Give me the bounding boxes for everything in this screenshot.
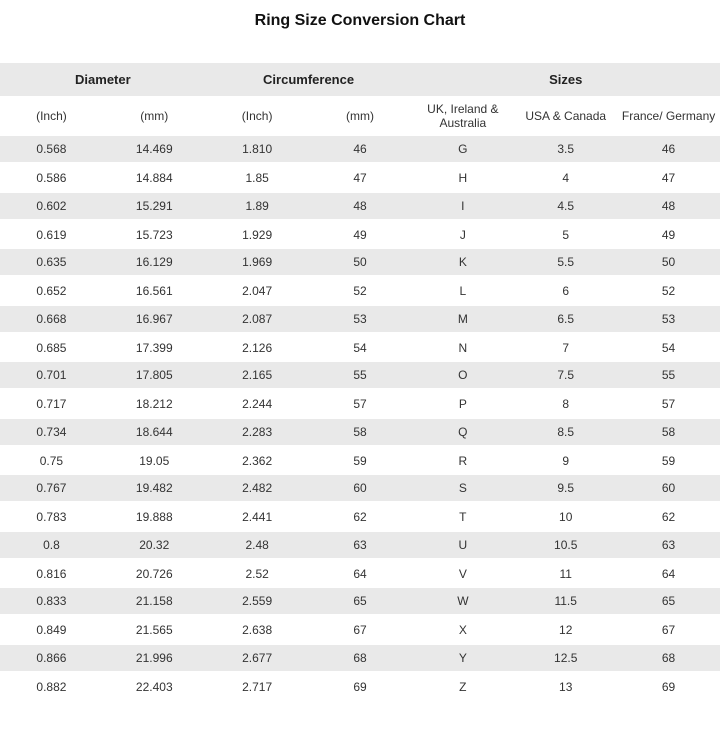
- table-cell: 3.5: [557, 142, 575, 157]
- table-cell: H: [458, 171, 468, 186]
- table-cell: 59: [661, 453, 676, 468]
- column-header-circumference-mm: (mm): [346, 109, 374, 123]
- table-cell: 19.888: [135, 510, 173, 525]
- table-cell: G: [458, 142, 468, 157]
- table-cell: 12: [559, 623, 573, 638]
- table-cell: M: [457, 311, 468, 326]
- table-cell: 1.810: [242, 142, 273, 157]
- table-cell: 9.5: [557, 481, 575, 496]
- table-cell: K: [458, 255, 467, 270]
- table-cell: 17.399: [135, 340, 173, 355]
- table-cell: 0.75: [39, 453, 64, 468]
- table-cell: 13: [559, 679, 573, 694]
- table-cell: 63: [353, 537, 367, 552]
- table-cell: 20.726: [135, 566, 173, 581]
- table-cell: X: [458, 623, 467, 638]
- ring-size-conversion-table: [0, 63, 720, 701]
- table-cell: I: [461, 198, 465, 213]
- table-cell: 47: [353, 171, 367, 186]
- table-row: [0, 136, 720, 164]
- table-row: [0, 673, 720, 701]
- table-cell: 2.283: [242, 424, 273, 439]
- table-cell: 46: [353, 142, 367, 157]
- table-cell: R: [458, 453, 468, 468]
- table-cell: 21.565: [135, 623, 173, 638]
- table-cell: 0.668: [36, 311, 67, 326]
- table-cell: 64: [353, 566, 367, 581]
- table-cell: 18.644: [135, 424, 173, 439]
- table-cell: 60: [661, 481, 676, 496]
- table-column-header-row: [0, 96, 720, 136]
- table-cell: 65: [661, 594, 676, 609]
- column-header-diameter-inch: (Inch): [36, 109, 67, 123]
- table-cell: 55: [661, 368, 676, 383]
- table-cell: 0.619: [36, 227, 67, 242]
- table-cell: 55: [353, 368, 367, 383]
- table-cell: W: [457, 594, 469, 609]
- table-cell: J: [459, 227, 466, 242]
- table-row: [0, 645, 720, 673]
- table-cell: 2.52: [245, 566, 269, 581]
- table-row: [0, 447, 720, 475]
- table-cell: 0.849: [36, 623, 67, 638]
- table-cell: 60: [353, 481, 367, 496]
- table-cell: 15.291: [135, 198, 173, 213]
- table-cell: 0.701: [36, 368, 67, 383]
- table-cell: 2.047: [242, 284, 273, 299]
- table-row: [0, 560, 720, 588]
- table-row: [0, 503, 720, 531]
- table-cell: 10: [559, 510, 573, 525]
- table-cell: 2.559: [242, 594, 273, 609]
- table-cell: 2.126: [242, 340, 273, 355]
- table-cell: 0.783: [36, 510, 67, 525]
- table-cell: 16.129: [135, 255, 173, 270]
- table-cell: 64: [661, 566, 676, 581]
- table-cell: 59: [353, 453, 367, 468]
- table-cell: 1.969: [242, 255, 273, 270]
- table-row: [0, 588, 720, 616]
- table-cell: 52: [353, 284, 367, 299]
- table-cell: 22.403: [135, 679, 173, 694]
- table-cell: 1.929: [242, 227, 273, 242]
- table-cell: 14.884: [135, 171, 173, 186]
- table-cell: 1.89: [245, 198, 269, 213]
- column-header-france-germany: France/ Germany: [621, 109, 716, 123]
- table-cell: 2.48: [245, 537, 269, 552]
- table-cell: 68: [353, 650, 367, 665]
- table-cell: 0.882: [36, 679, 67, 694]
- table-cell: 68: [661, 650, 676, 665]
- table-cell: 8: [562, 397, 570, 412]
- table-cell: 1.85: [245, 171, 269, 186]
- table-cell: 52: [661, 284, 676, 299]
- table-cell: 65: [353, 594, 367, 609]
- table-cell: 67: [353, 623, 367, 638]
- table-cell: 16.967: [135, 311, 173, 326]
- table-row: [0, 221, 720, 249]
- table-cell: U: [458, 537, 468, 552]
- table-cell: 49: [661, 227, 676, 242]
- table-cell: 10.5: [554, 537, 578, 552]
- table-cell: 16.561: [135, 284, 173, 299]
- table-cell: 0.635: [36, 255, 67, 270]
- table-body: [0, 136, 720, 701]
- table-cell: T: [459, 510, 467, 525]
- table-cell: 49: [353, 227, 367, 242]
- table-row: [0, 475, 720, 503]
- table-cell: 58: [661, 424, 676, 439]
- table-row: [0, 193, 720, 221]
- table-cell: 57: [353, 397, 367, 412]
- table-cell: 11.5: [554, 594, 577, 609]
- table-row: [0, 419, 720, 447]
- table-cell: 47: [661, 171, 676, 186]
- table-cell: 48: [353, 198, 367, 213]
- table-cell: 20.32: [139, 537, 170, 552]
- column-header-diameter-mm: (mm): [140, 109, 169, 123]
- table-cell: 9: [562, 453, 570, 468]
- page-title: Ring Size Conversion Chart: [254, 12, 466, 29]
- column-header-uk-ireland-australia: UK, Ireland & Australia: [427, 102, 499, 130]
- table-cell: 0.734: [36, 424, 67, 439]
- table-cell: 69: [353, 679, 367, 694]
- table-cell: 50: [661, 255, 676, 270]
- table-cell: 63: [661, 537, 676, 552]
- table-cell: 17.805: [135, 368, 173, 383]
- table-cell: 50: [353, 255, 367, 270]
- table-cell: 7.5: [557, 368, 575, 383]
- table-cell: 0.685: [36, 340, 67, 355]
- column-header-usa-canada: USA & Canada: [525, 109, 607, 123]
- table-cell: 15.723: [135, 227, 173, 242]
- table-cell: V: [458, 566, 467, 581]
- table-row: [0, 277, 720, 305]
- table-cell: 4.5: [557, 198, 575, 213]
- table-row: [0, 616, 720, 644]
- table-cell: 2.717: [242, 679, 273, 694]
- table-cell: 7: [562, 340, 570, 355]
- table-cell: 54: [353, 340, 367, 355]
- column-header-circumference-inch: (Inch): [241, 109, 273, 123]
- table-cell: 2.165: [242, 368, 273, 383]
- table-cell: S: [458, 481, 467, 496]
- group-header-sizes: Sizes: [549, 72, 583, 87]
- table-row: [0, 362, 720, 390]
- table-cell: 67: [661, 623, 676, 638]
- table-cell: 2.638: [242, 623, 273, 638]
- table-cell: 5: [562, 227, 570, 242]
- table-cell: 0.568: [36, 142, 67, 157]
- table-row: [0, 306, 720, 334]
- table-cell: 2.244: [242, 397, 273, 412]
- table-cell: 46: [661, 142, 676, 157]
- group-header-diameter: Diameter: [75, 72, 131, 87]
- table-row: [0, 532, 720, 560]
- table-cell: 53: [661, 311, 676, 326]
- table-cell: 48: [661, 198, 676, 213]
- table-cell: Z: [459, 679, 467, 694]
- table-cell: 2.441: [242, 510, 273, 525]
- table-cell: 54: [661, 340, 676, 355]
- table-cell: Q: [458, 424, 468, 439]
- table-cell: 18.212: [135, 397, 173, 412]
- table-cell: 11: [559, 566, 572, 581]
- table-row: [0, 334, 720, 362]
- table-cell: L: [459, 284, 467, 299]
- table-cell: 14.469: [135, 142, 173, 157]
- table-cell: 2.482: [242, 481, 273, 496]
- table-cell: 6: [562, 284, 570, 299]
- table-row: [0, 164, 720, 192]
- table-cell: N: [458, 340, 468, 355]
- table-cell: 21.158: [135, 594, 173, 609]
- table-cell: 0.586: [36, 171, 67, 186]
- table-cell: 0.833: [36, 594, 67, 609]
- group-header-circumference: Circumference: [263, 72, 355, 87]
- table-cell: 2.087: [242, 311, 273, 326]
- table-cell: 19.482: [135, 481, 173, 496]
- table-cell: 62: [661, 510, 676, 525]
- table-cell: 0.866: [36, 650, 67, 665]
- table-cell: 69: [661, 679, 676, 694]
- table-cell: 0.767: [36, 481, 67, 496]
- table-row: [0, 390, 720, 418]
- table-group-header-row: [0, 63, 720, 96]
- table-cell: 58: [353, 424, 367, 439]
- table-cell: 19.05: [139, 453, 170, 468]
- table-cell: 5.5: [557, 255, 575, 270]
- table-cell: 0.602: [36, 198, 67, 213]
- table-cell: 6.5: [557, 311, 575, 326]
- table-row: [0, 249, 720, 277]
- table-cell: O: [458, 368, 468, 383]
- table-cell: 8.5: [557, 424, 575, 439]
- table-cell: 21.996: [135, 650, 173, 665]
- table-cell: 57: [661, 397, 676, 412]
- table-cell: P: [458, 397, 467, 412]
- table-cell: 4: [562, 171, 570, 186]
- table-cell: 12.5: [554, 650, 578, 665]
- table-cell: 2.362: [242, 453, 273, 468]
- table-cell: 53: [353, 311, 367, 326]
- table-cell: Y: [458, 650, 467, 665]
- table-cell: 0.8: [43, 537, 60, 552]
- table-cell: 0.652: [36, 284, 67, 299]
- table-cell: 0.717: [36, 397, 67, 412]
- table-cell: 0.816: [36, 566, 67, 581]
- table-cell: 62: [353, 510, 367, 525]
- table-cell: 2.677: [242, 650, 273, 665]
